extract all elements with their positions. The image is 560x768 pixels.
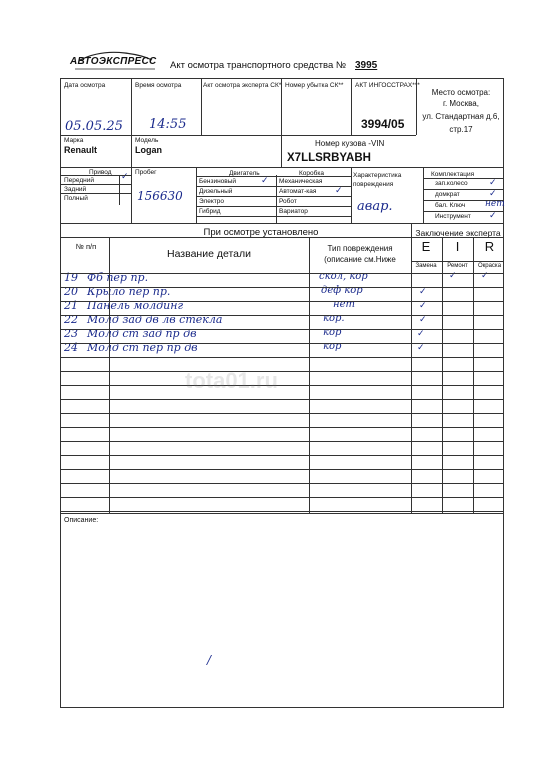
row-number: 21 [64, 299, 78, 312]
part-name: Фб пер пр. [87, 271, 149, 284]
inspection-form [60, 78, 504, 708]
gearbox-item: Механическая [279, 178, 323, 185]
grid-line [61, 427, 503, 428]
grid-line [61, 223, 503, 224]
row-number: 20 [64, 285, 78, 298]
watermark: tota01.ru [185, 368, 278, 393]
grid-line [61, 315, 503, 316]
grid-line [61, 357, 503, 358]
grid-line [423, 178, 503, 179]
gearbox-header: Коробка [299, 170, 324, 177]
kit-header: Комплектация [431, 171, 475, 178]
grid-line [131, 135, 132, 167]
model-label: Модель [135, 137, 159, 144]
check-mark-icon: ✓ [335, 186, 343, 196]
check-mark-icon: ✓ [419, 315, 427, 325]
engine-header: Двигатель [229, 170, 260, 177]
check-mark-icon: ✓ [449, 271, 457, 281]
date-value: 05.05.25 [65, 119, 123, 134]
drive-item: Передний [64, 177, 95, 184]
signature-mark: / [207, 653, 212, 667]
grid-line [131, 79, 132, 135]
grid-line [416, 79, 417, 135]
check-mark-icon: ✓ [489, 189, 497, 199]
grid-line [61, 237, 503, 238]
kit-note: нет [485, 199, 505, 209]
grid-line [61, 497, 503, 498]
grid-line [473, 237, 474, 513]
part-name: Панель молдинг [87, 299, 184, 312]
part-name: Крыло пер пр. [87, 285, 171, 298]
engine-item: Бензиновый [199, 178, 237, 185]
part-name: Молд зад дв лв стекла [87, 313, 223, 326]
conclusion-header: Заключение эксперта [415, 228, 501, 238]
place-label: Место осмотра: [431, 88, 491, 97]
grid-line [61, 413, 503, 414]
grid-line [411, 237, 412, 513]
date-label: Дата осмотра [64, 82, 106, 89]
grid-line [196, 176, 351, 177]
damage-type: деф кор [321, 285, 363, 296]
place-line-1: г. Москва, [443, 99, 479, 108]
check-mark-icon: ✓ [419, 301, 427, 311]
grid-line [423, 189, 503, 190]
col-i-header: I [455, 239, 460, 254]
grid-line [61, 385, 503, 386]
check-mark-icon: ✓ [417, 343, 425, 353]
vin-label: Номер кузова -VIN [315, 139, 385, 148]
engine-item: Электро [199, 198, 224, 205]
grid-line [61, 193, 131, 194]
description-label: Описание: [64, 517, 99, 524]
grid-line [61, 399, 503, 400]
grid-line [281, 79, 282, 135]
drive-header: Привод [89, 169, 112, 176]
gearbox-item: Робот [279, 198, 297, 205]
grid-line [196, 196, 351, 197]
gearbox-item: Автомат-кая [279, 188, 317, 195]
grid-line [309, 237, 310, 513]
col-e-header: E [421, 239, 431, 254]
col-r-header: R [484, 239, 495, 254]
mileage-value: 156630 [137, 189, 183, 203]
engine-item: Гибрид [199, 208, 221, 215]
grid-line [411, 261, 503, 262]
grid-line [61, 273, 503, 274]
engine-item: Дизельный [199, 188, 233, 195]
grid-line [61, 184, 131, 185]
col-i-sub: Ремонт [447, 263, 468, 269]
grid-line [411, 223, 412, 237]
grid-line [423, 211, 503, 212]
col-e-sub: Замена [415, 263, 437, 269]
damage-type: кор [323, 341, 342, 352]
drive-item: Задний [64, 186, 87, 193]
grid-line [201, 79, 202, 135]
place-line-3: стр.17 [449, 125, 473, 134]
grid-line [281, 135, 282, 167]
check-mark-icon: ✓ [417, 329, 425, 339]
damage-type: кор [323, 327, 342, 338]
grid-line [423, 200, 503, 201]
part-name: Молд ст зад пр дв [87, 327, 197, 340]
company-logo [70, 50, 160, 72]
grid-line [61, 513, 503, 514]
grid-line [442, 237, 443, 513]
ingos-act-value: 3994/05 [361, 117, 405, 131]
grid-line [61, 301, 503, 302]
grid-line [61, 287, 503, 288]
loss-number-label: Номер убытка СК** [285, 82, 344, 89]
grid-line [351, 167, 352, 223]
grid-line [351, 79, 352, 135]
part-name: Молд ст пер пр дв [87, 341, 198, 354]
document-number: 3995 [355, 60, 378, 71]
row-number: 19 [64, 271, 78, 284]
grid-line [61, 441, 503, 442]
row-number: 24 [64, 341, 78, 354]
gearbox-item: Вариатор [279, 208, 308, 215]
grid-line [423, 167, 424, 223]
row-number: 23 [64, 327, 78, 340]
vin-value: X7LLSRBYABH [287, 152, 371, 164]
grid-line [61, 343, 503, 344]
make-value: Renault [64, 145, 98, 155]
col-type-header: Тип повреждения (описание см.Ниже [324, 244, 396, 264]
grid-line [61, 469, 503, 470]
damage-type: нет [333, 299, 355, 310]
check-mark-icon: ✓ [261, 176, 269, 186]
grid-line [61, 371, 503, 372]
grid-line [61, 455, 503, 456]
document-title: Акт осмотра транспортного средства № [170, 60, 347, 71]
grid-line [119, 175, 120, 205]
grid-line [61, 175, 131, 176]
grid-line [61, 135, 416, 136]
mileage-label: Пробег [135, 169, 157, 176]
grid-line [61, 329, 503, 330]
kit-item: бал. Ключ [435, 202, 466, 209]
expert-act-label: Акт осмотра эксперта СК* [203, 82, 282, 89]
time-label: Время осмотра [135, 82, 182, 89]
grid-line [109, 237, 110, 513]
check-mark-icon: ✓ [489, 178, 497, 188]
model-value: Logan [135, 145, 162, 155]
grid-line [196, 186, 351, 187]
time-value: 14:55 [149, 117, 187, 132]
check-mark-icon: ✓ [419, 287, 427, 297]
kit-item: Инструмент [435, 213, 471, 220]
col-r-sub: Окраска [477, 263, 502, 269]
make-label: Марка [64, 137, 84, 144]
damage-type: скол, кор [319, 271, 368, 282]
check-mark-icon: ✓ [489, 211, 497, 221]
grid-line [61, 167, 503, 168]
logo-text: АВТОЭКСПРЕСС [70, 56, 157, 67]
col-name-header: Название детали [167, 248, 251, 260]
check-mark-icon: ✓ [121, 172, 129, 182]
grid-line [131, 167, 132, 223]
row-number: 22 [64, 313, 78, 326]
grid-line [61, 483, 503, 484]
ingos-act-label: АКТ ИНГОССТРАХ*** [355, 82, 420, 89]
kit-item: домкрат [435, 191, 460, 198]
damage-type: кор. [323, 313, 345, 324]
check-mark-icon: ✓ [481, 271, 489, 281]
found-header: При осмотре установлено [203, 227, 319, 238]
grid-line [61, 511, 503, 512]
grid-line [196, 216, 351, 217]
kit-item: зап.колесо [435, 180, 468, 187]
place-line-2: ул. Стандартная д.6, [422, 112, 500, 121]
drive-item: Полный [64, 195, 88, 202]
damage-char-label: Характеристика повреждения [353, 172, 402, 188]
col-num-header: № п/п [75, 242, 97, 251]
damage-char-value: авар. [357, 199, 393, 214]
grid-line [196, 206, 351, 207]
